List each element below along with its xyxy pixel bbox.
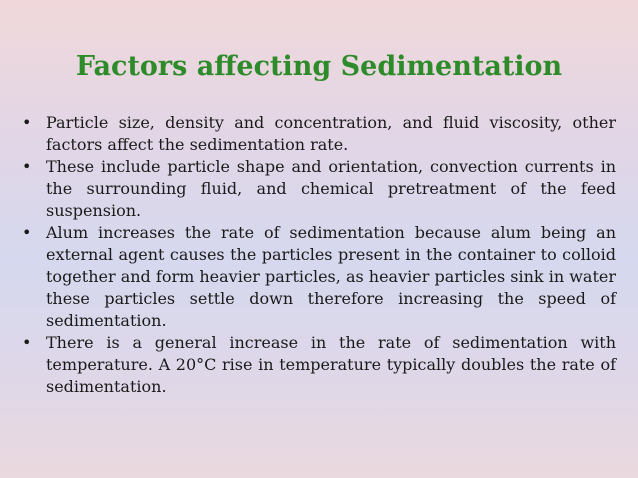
bullet-text: These include particle shape and orientation, convection currents in the surrounding fluid, and chemical pretreatment of the feed suspension. bbox=[46, 157, 616, 220]
bullet-marker: • bbox=[22, 333, 32, 352]
bullet-list bbox=[22, 112, 616, 398]
bullet-item bbox=[22, 156, 616, 222]
slide-title: Factors affecting Sedimentation bbox=[75, 51, 563, 82]
bullet-marker: • bbox=[22, 157, 32, 176]
bullet-text: There is a general increase in the rate of sedimentation with temperature. A 20°C rise in temperature typically doubles the rate of sedimentation. bbox=[46, 333, 616, 396]
bullet-text: Particle size, density and concentration, and fluid viscosity, other factors affect the sedimentation rate. bbox=[46, 113, 616, 154]
bullet-text: Alum increases the rate of sedimentation because alum being an external agent causes the particles present in the container to colloid together and form heavier particles, as heavier particles sink in water these particles settle down therefore increasing the speed of sedimentation. bbox=[46, 223, 616, 330]
bullet-marker: • bbox=[22, 113, 32, 132]
bullet-item bbox=[22, 332, 616, 398]
bullet-item bbox=[22, 112, 616, 156]
bullet-marker: • bbox=[22, 223, 32, 242]
bullet-item bbox=[22, 222, 616, 332]
